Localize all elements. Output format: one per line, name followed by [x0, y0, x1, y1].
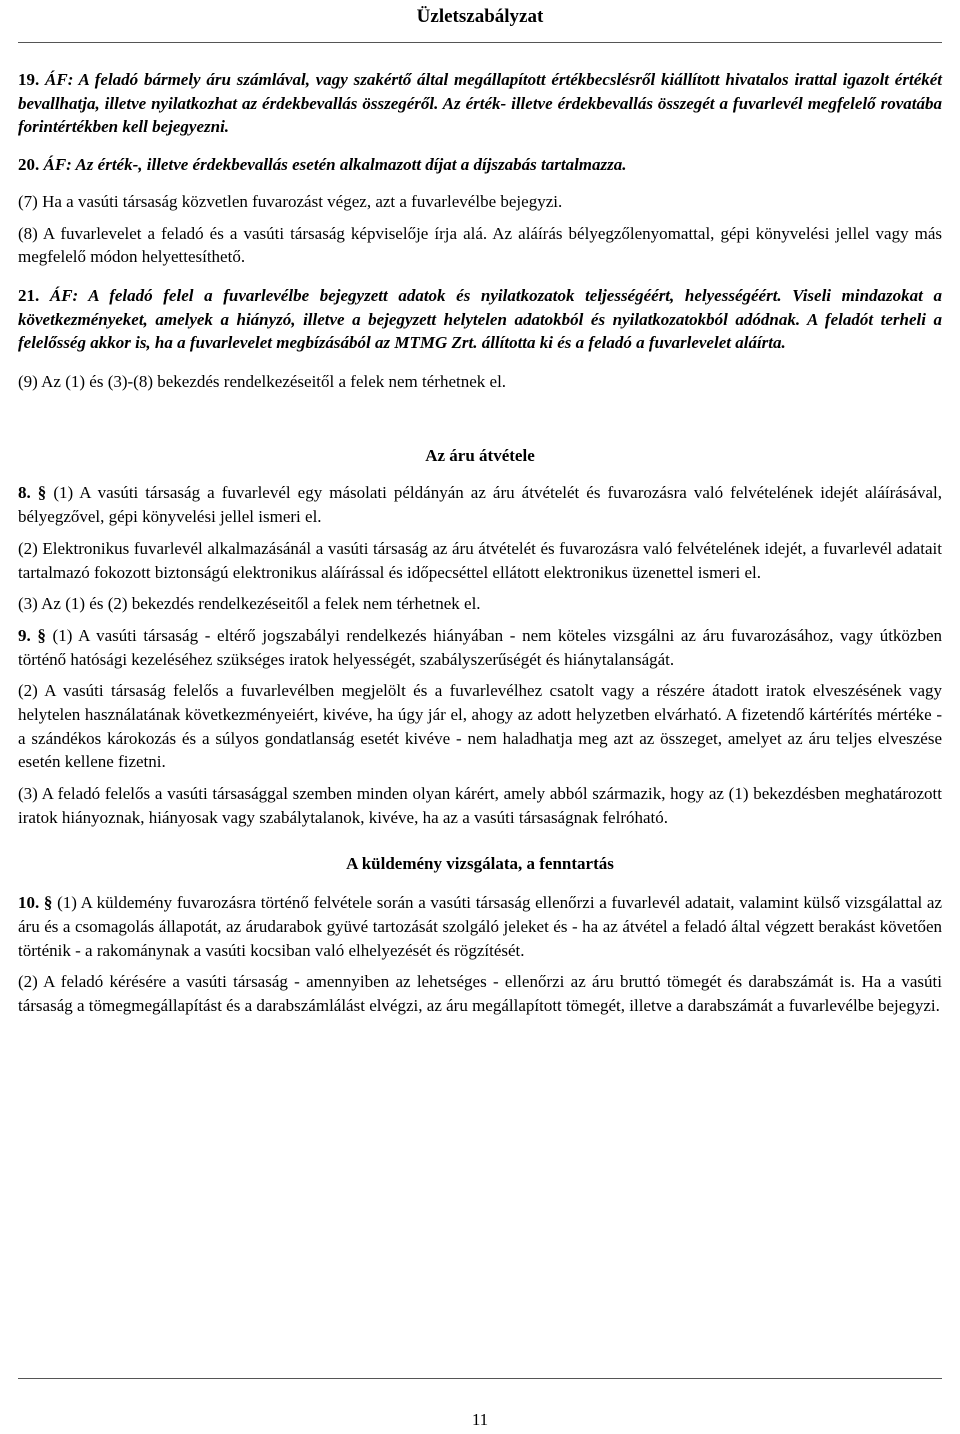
paragraph-text: ÁF: A feladó felel a fuvarlevélbe bejegyzett adatok és nyilatkozatok teljességéért, helyességéért. Viseli mindazokat a következményeket, amelyek a hiányzó, illetve a bejegyzett helytelen adatokból és nyilatkozatokból adódnak. A feladót terheli a felelősség akkor is, ha a fuvarlevelet megbízásából az MTMG Zrt. állította ki és a feladó a fuvarlevelet aláírta. — [18, 285, 942, 353]
section-sign: § — [39, 893, 53, 913]
section-8-paragraph-3: (3) Az (1) és (2) bekezdés rendelkezéseitől a felek nem térhetnek el. — [18, 594, 481, 614]
section-10-paragraph-2: (2) A feladó kérésére a vasúti társaság - amennyiben az lehetséges - ellenőrzi az áru bruttó tömegét és darabszámát is. Ha a vasúti társaság a tömegmegállapítást és a darabszámlálást elvégzi, az áru megállapított tömegét, illetve a darabszámát a fuvarlevélbe bejegyzi. — [18, 972, 942, 1016]
section-heading-inspection: A küldemény vizsgálata, a fenntartás — [346, 853, 614, 873]
paragraph-number: 20. — [18, 155, 40, 175]
section-9-paragraph-2: (2) A vasúti társaság felelős a fuvarlevélben megjelölt és a fuvarlevélhez csatolt vagy a részére átadott iratok elveszésének vagy helytelen használatának következményeiért, kivéve, ha úgy jár el, ahogy az adott helyzetben elvárható. A fizetendő kártérítés mértéke - a szándékos károkozás és a súlyos gondatlanság esetét kivéve - nem haladhatja meg azt az összeget, amelyet az áru teljes elveszése esetén kellene fizetni. — [18, 681, 942, 772]
paragraph-9-general: (9) Az (1) és (3)-(8) bekezdés rendelkezéseitől a felek nem térhetnek el. — [18, 372, 507, 392]
page-number: 11 — [471, 1410, 489, 1429]
paragraph-text: ÁF: Az érték-, illetve érdekbevallás esetén alkalmazott díjat a díjszabás tartalmazza. — [43, 155, 627, 175]
section-10-paragraph-1 — [18, 891, 942, 962]
section-sign: § — [30, 483, 47, 503]
paragraph-text: (1) A küldemény fuvarozásra történő felvétele során a vasúti társaság ellenőrzi a fuvarlevél adatait, valamint külső vizsgálattal az áru és a csomagolás állapotát, az árudarabok gyüvé tartozását szolgáló jeleket és - ha az átvétel a feladó által végzett berakást követően történik - a rakománynak a vasúti kocsiban való elhelyezését és rögzítését. — [18, 893, 943, 960]
section-9-paragraph-1 — [18, 624, 942, 671]
document-title: Üzletszabályzat — [416, 6, 544, 27]
paragraph-19 — [18, 68, 942, 139]
paragraph-text: (1) A vasúti társaság a fuvarlevél egy másolati példányán az áru átvételét és fuvarozásra való felvételének idejét aláírásával, bélyegzővel, gépi könyvelési jellel ismeri el. — [18, 483, 942, 527]
paragraph-21 — [18, 284, 942, 355]
paragraph-number: 19. — [18, 70, 40, 89]
paragraph-text: (1) A vasúti társaság - eltérő jogszabályi rendelkezés hiányában - nem köteles vizsgálni az áru fuvarozásához, vagy útközben történő hatósági kezeléséhez szükséges iratok helyességét, szabályszerűségét és hiánytalanságát. — [18, 625, 943, 669]
section-9-paragraph-3: (3) A feladó felelős a vasúti társasággal szemben minden olyan kárért, amely abból származik, hogy az (1) bekezdésben meghatározott iratok hiányoznak, hiányosak vagy szabálytalanok, kivéve, ha az a vasúti társaságnak felróható. — [18, 784, 942, 827]
document-body — [18, 68, 942, 1018]
section-heading-receipt: Az áru átvétele — [425, 445, 535, 465]
paragraph-7: (7) Ha a vasúti társaság közvetlen fuvarozást végez, azt a fuvarlevélbe bejegyzi. — [18, 191, 563, 211]
footer-divider — [18, 1378, 942, 1379]
section-sign: § — [30, 625, 46, 645]
paragraph-number: 21. — [18, 285, 40, 305]
section-8-paragraph-2: (2) Elektronikus fuvarlevél alkalmazásánál a vasúti társaság az áru átvételét és fuvarozásra való felvételének idejét, a fuvarlevél adatait tartalmazó fokozott biztonságú elektronikus aláírással és időpecséttel ellátott elektronikus üzenettel ismeri el. — [18, 538, 942, 582]
section-number: 8. — [18, 483, 31, 503]
section-number: 9. — [18, 625, 31, 645]
document-page — [18, 0, 942, 1434]
section-number: 10. — [18, 893, 40, 913]
section-8-paragraph-1 — [18, 481, 942, 528]
paragraph-text: ÁF: A feladó bármely áru számlával, vagy szakértő által megállapított értékbecslésről kiállított hivatalos irattal igazolt értékét bevallhatja, illetve nyilatkozhat az érdekbevallás összegéről. Az érték- illetve érdekbevallás összegét a fuvarlevél megfelelő rovatába forintértékben kell bejegyezni. — [18, 70, 943, 137]
paragraph-20 — [18, 153, 942, 177]
paragraph-8: (8) A fuvarlevelet a feladó és a vasúti társaság képviselője írja alá. Az aláírás bélyegzőlenyomattal, gépi könyvelési jellel vagy más megfelelő módon helyettesíthető. — [18, 223, 942, 267]
header-divider — [18, 42, 942, 43]
